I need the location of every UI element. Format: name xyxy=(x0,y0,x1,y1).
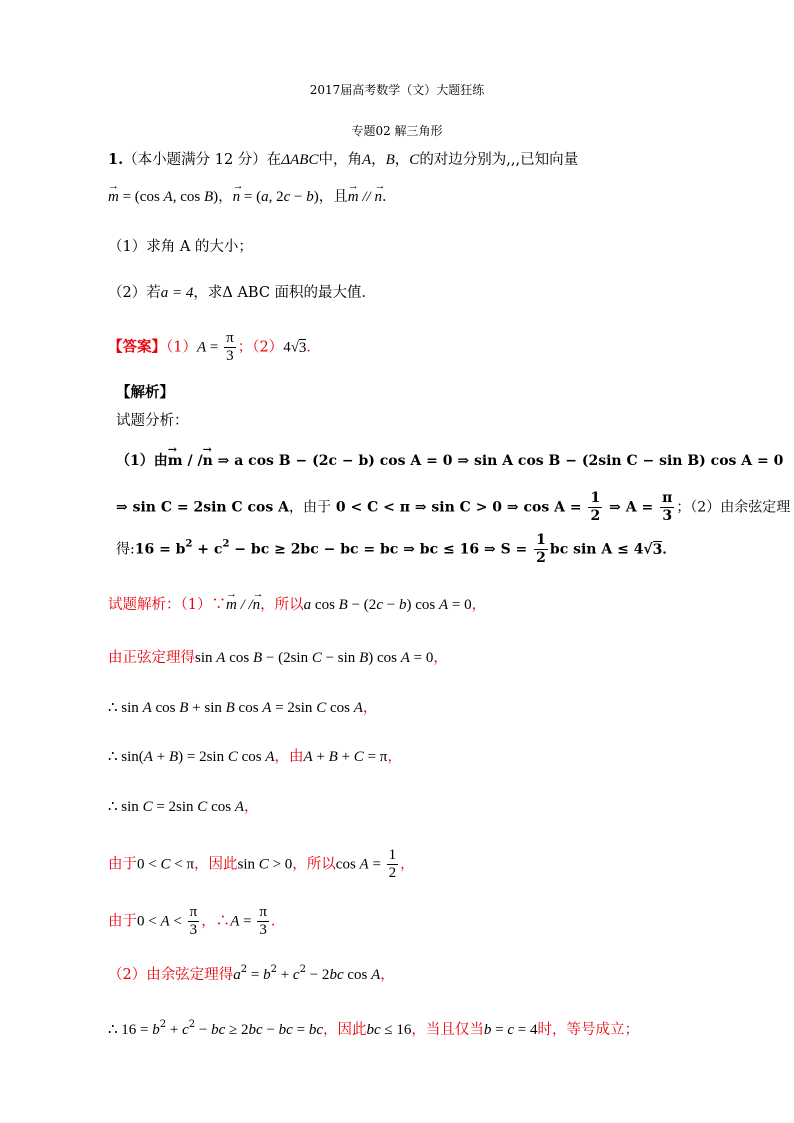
analysis-label: 【解析】 xyxy=(116,384,174,401)
answer-label: 【答案】 xyxy=(108,338,166,356)
solution-line-5: ∴ sin C = 2sin C cos A， xyxy=(108,799,259,815)
solution-line-7: 由于0 < A < $\frac{\pi}{3}$ ，∴A = $\frac{\pi}{3}$ ． xyxy=(108,904,286,938)
solution-line-4: ∴ sin(A + B) = 2sin C cos A，由A + B + C = π， xyxy=(108,749,402,765)
solution-line-6: 由于0 < C < π，因此sin C > 0，所以cos A = $\frac{1}{2}$ ， xyxy=(108,847,415,881)
analysis-line-1: （1）由→ m / /→ n ⇒ a cos B − (2c − b) cos A = 0 ⇒ sin A cos B − (2sin C − sin B) cos A = 0 xyxy=(116,451,783,471)
problem-vectors-line: → m = (cos A, cos B)，→ n = (a, 2c − b)，且→ m // → n． xyxy=(108,187,396,207)
problem-number: 1. xyxy=(108,151,124,168)
analysis-heading: 试题分析： xyxy=(116,413,189,429)
analysis-line-2: ⇒ sin C = 2sin C cos A，由于 0 < C < π ⇒ sin C > 0 ⇒ cos A = $\frac{1}{2}$ ⇒ A = $\frac{\pi}{3}$ ；（2）由余弦定理 xyxy=(116,490,791,524)
analysis-line-3: 得:16 = $b^2 + c^2$ − bc ≥ 2bc − bc = bc ⇒ bc ≤ 16 ⇒ S = $\frac{1}{2}$ bc sin A ≤ 4√3． xyxy=(116,532,677,566)
solution-line-8: （2）由余弦定理得$a^2 = b^2 + c^2 - 2bc$ cos A， xyxy=(108,964,395,983)
problem-part-1: （1）求角 A 的大小； xyxy=(108,239,253,255)
solution-line-3: ∴ sin A cos B + sin B cos A = 2sin C cos A， xyxy=(108,700,378,716)
solution-line-2: 由正弦定理得sin A cos B − (2sin C − sin B) cos A = 0， xyxy=(108,650,448,666)
solution-line-9: ∴ $16 = b^2 + c^2$ − bc ≥ 2bc − bc = bc，因此bc ≤ 16，当且仅当b = c = 4时，等号成立； xyxy=(108,1019,639,1038)
problem-part-2: （2）若a = 4，求Δ ABC 面积的最大值． xyxy=(108,285,377,301)
answer-line: 【答案】（1）A = $\frac{\pi}{3}$ ；（2）4√3． xyxy=(108,330,321,364)
page-title: 2017届高考数学（文）大题狂练 xyxy=(309,83,485,97)
page-subtitle: 专题02 解三角形 xyxy=(351,124,443,138)
problem-statement-line-1: 1.（本小题满分 12 分）在ΔABC中，角A，B，C的对边分别为,,,已知向量 xyxy=(108,151,579,168)
solution-line-1: 试题解析：（1）∵→ m / /→ n，所以a cos B − (2c − b) cos A = 0， xyxy=(108,595,486,615)
